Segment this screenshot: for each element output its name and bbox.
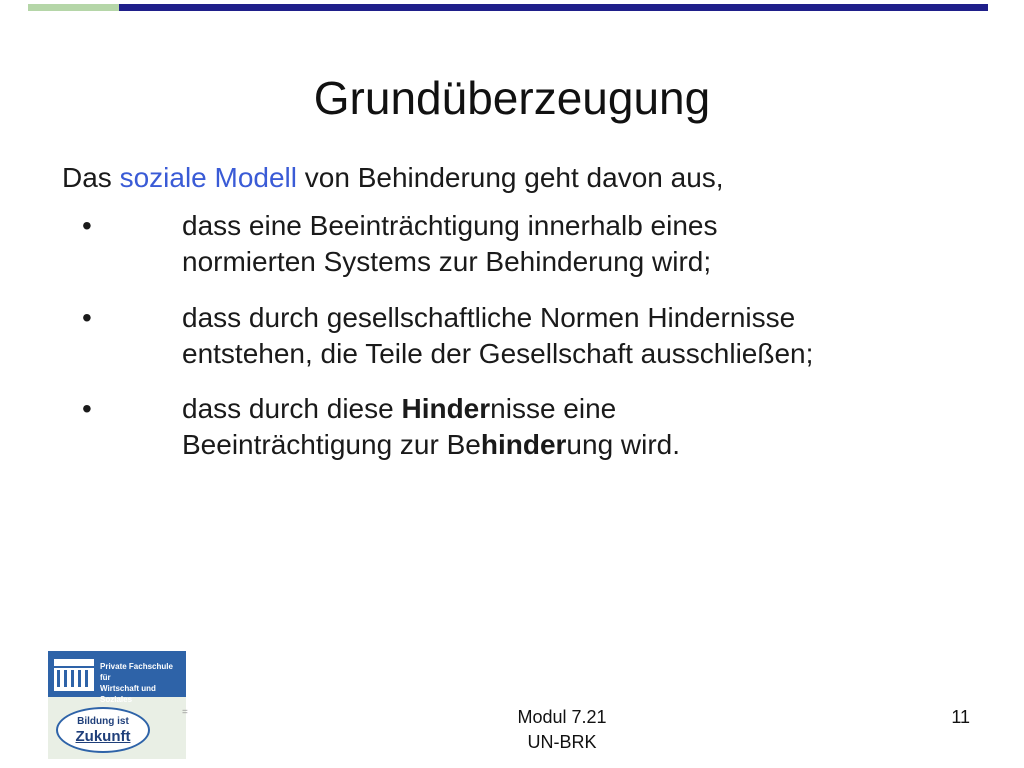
bullet-line-2-pre: Beeinträchtigung zur Be	[182, 429, 481, 460]
intro-post: von Behinderung geht davon aus,	[297, 162, 724, 193]
footer-module-line-2: UN-BRK	[527, 732, 597, 752]
bullet-line-2: normierten Systems zur Behinderung wird;	[182, 246, 712, 277]
intro-highlight: soziale Modell	[119, 162, 297, 193]
bullet-text	[182, 208, 718, 280]
logo-oval-line-2: Zukunft	[75, 728, 131, 745]
bullet-line-1-post: nisse eine	[490, 393, 617, 424]
logo-banner-line-2: Wirtschaft und Soziales	[100, 684, 156, 704]
footer-module-line-1: Modul 7.21	[517, 707, 607, 727]
bullet-dot: •	[82, 302, 92, 333]
bullet-text	[182, 391, 680, 463]
footer-module	[462, 705, 662, 755]
bullet-line-1: dass eine Beeinträchtigung innerhalb eines	[182, 210, 718, 241]
intro-pre: Das	[62, 162, 120, 193]
bullet-line-1: dass durch gesellschaftliche Normen Hindernisse	[182, 302, 796, 333]
intro-line	[62, 160, 724, 196]
school-logo	[48, 651, 186, 759]
logo-banner	[48, 651, 186, 704]
logo-banner-text	[100, 661, 184, 705]
slide-title: Grundüberzeugung	[313, 72, 711, 124]
page-number: 11	[951, 707, 970, 727]
logo-oval	[56, 707, 150, 753]
top-bar-navy-segment	[119, 4, 988, 11]
bullet-line-2-bold: hinder	[480, 429, 567, 460]
footer-left-mark: =	[182, 707, 188, 718]
bullet-dot: •	[82, 210, 92, 241]
building-icon	[54, 659, 94, 691]
bullet-dot: •	[82, 393, 92, 424]
bullet-line-1-pre: dass durch diese	[182, 393, 402, 424]
top-bar-green-segment	[28, 4, 119, 11]
bullet-line-2-post: ung wird.	[566, 429, 681, 460]
bullet-line-1-bold: Hinder	[401, 393, 491, 424]
logo-banner-line-1: Private Fachschule für	[100, 662, 173, 682]
top-accent-bar	[28, 4, 988, 11]
bullet-text	[182, 300, 813, 372]
logo-oval-line-1: Bildung ist	[77, 716, 129, 727]
bullet-line-2: entstehen, die Teile der Gesellschaft ausschließen;	[182, 338, 814, 369]
